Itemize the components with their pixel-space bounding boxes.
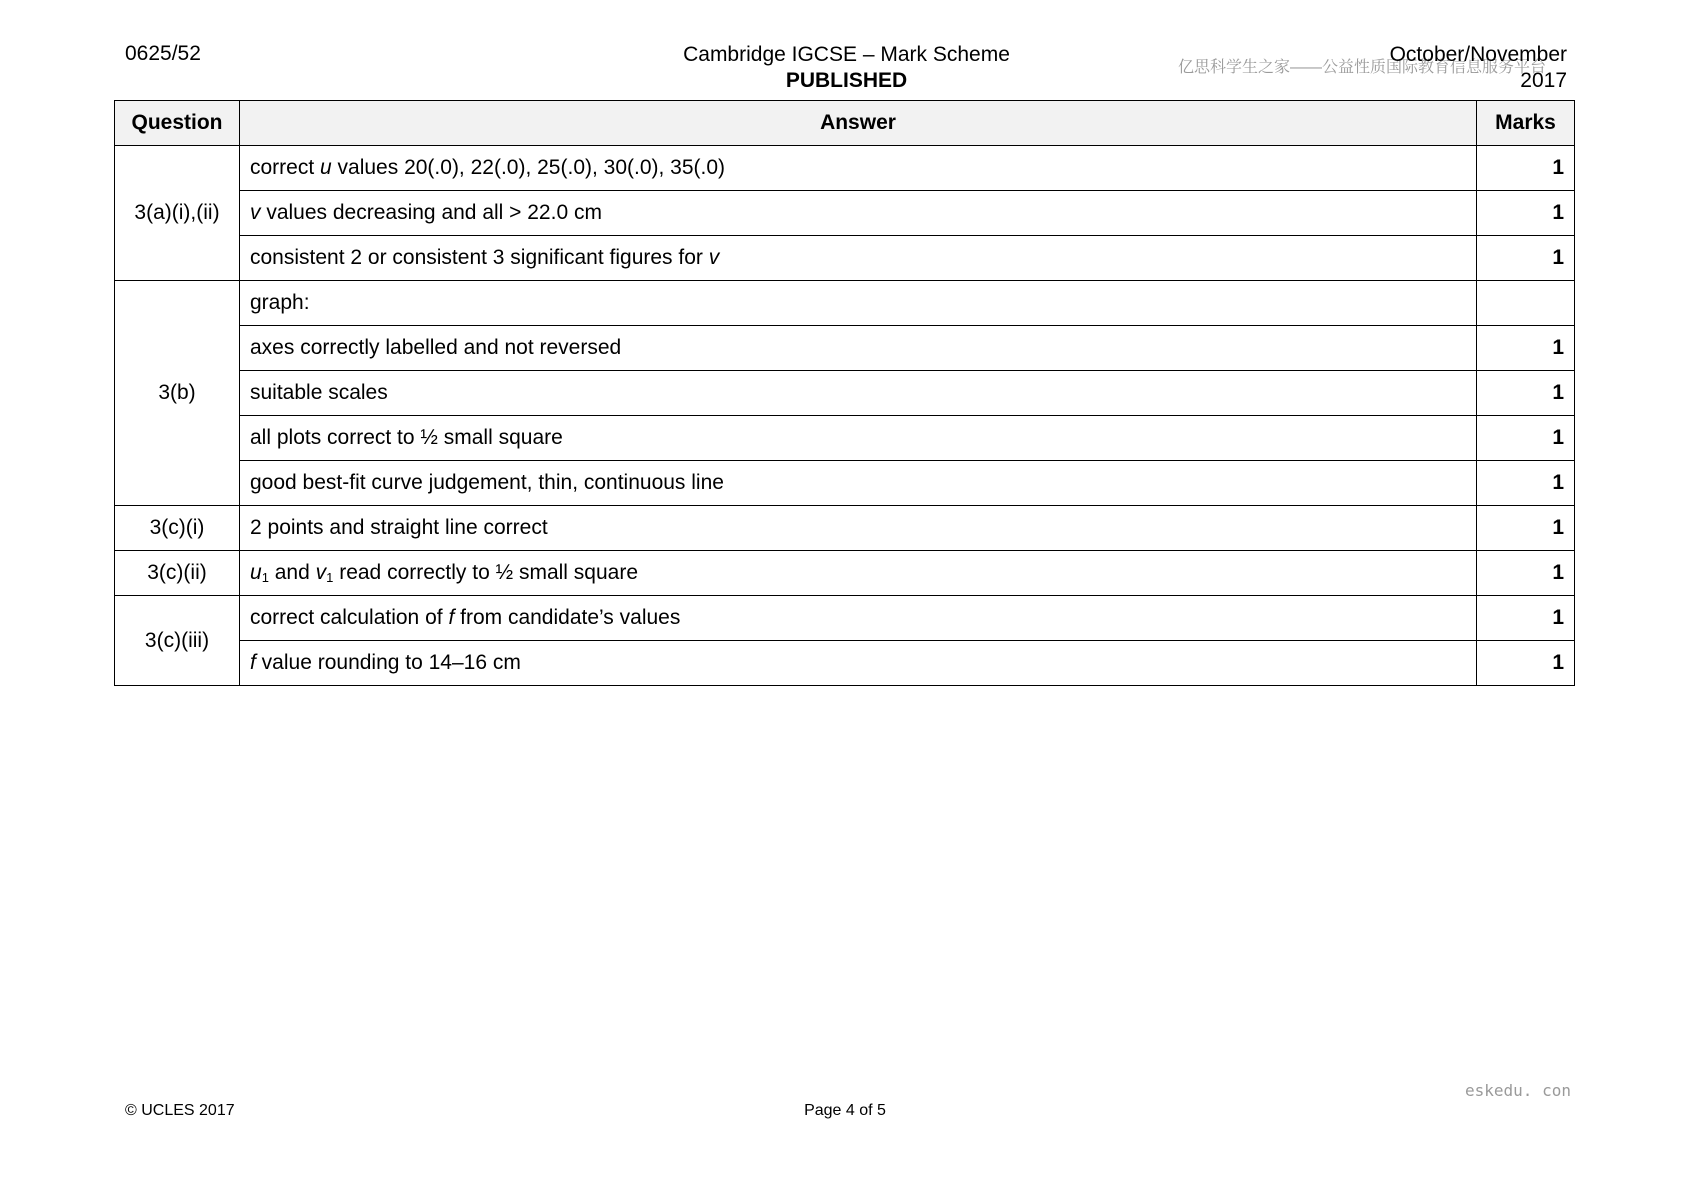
answer-text: from candidate’s values [454, 606, 681, 629]
marks-value: 1 [1477, 461, 1575, 506]
question-number: 3(a)(i),(ii) [115, 146, 240, 281]
table-row [115, 461, 1575, 506]
answer-cell [240, 596, 1477, 641]
marks-column-header: Marks [1477, 101, 1575, 146]
table-row [115, 371, 1575, 416]
answer-text: good best-fit curve judgement, thin, continuous line [250, 471, 724, 494]
table-row [115, 641, 1575, 686]
answer-cell [240, 371, 1477, 416]
answer-text: value rounding to 14–16 cm [255, 651, 521, 674]
marks-value: 1 [1477, 326, 1575, 371]
exam-session [1390, 42, 1567, 94]
answer-text: consistent 2 or consistent 3 significant figures for [250, 246, 709, 269]
table-row [115, 146, 1575, 191]
answer-text: read correctly to ½ small square [333, 561, 638, 584]
marks-value: 1 [1477, 146, 1575, 191]
table-header-row [115, 101, 1575, 146]
table-row [115, 416, 1575, 461]
answer-text: v [708, 246, 720, 269]
answer-cell [240, 641, 1477, 686]
answer-text: axes correctly labelled and not reversed [250, 336, 622, 359]
answer-text: 2 points and straight line correct [250, 516, 548, 539]
document-title-block [600, 42, 1093, 94]
answer-cell [240, 506, 1477, 551]
question-number: 3(c)(i) [115, 506, 240, 551]
session-year: 2017 [1520, 69, 1567, 92]
answer-text: 1 [326, 570, 334, 585]
marks-value: 1 [1477, 641, 1575, 686]
answer-text: v [315, 561, 327, 584]
marks-value: 1 [1477, 416, 1575, 461]
table-row [115, 236, 1575, 281]
answer-text: values 20(.0), 22(.0), 25(.0), 30(.0), 35(.0) [331, 156, 726, 179]
answer-cell [240, 326, 1477, 371]
session-label: October/November [1389, 43, 1567, 66]
answer-text: u [320, 156, 332, 179]
published-label: PUBLISHED [785, 69, 908, 92]
question-number: 3(b) [115, 281, 240, 506]
answer-text: values decreasing and all > 22.0 cm [260, 201, 602, 224]
table-body [115, 146, 1575, 686]
answer-text: graph: [250, 291, 310, 314]
answer-text: all plots correct to ½ small square [250, 426, 563, 449]
table-row [115, 191, 1575, 236]
table-row [115, 506, 1575, 551]
answer-text: u [250, 561, 262, 584]
answer-cell [240, 281, 1477, 326]
table-row [115, 326, 1575, 371]
mark-scheme-table [114, 100, 1575, 686]
marks-value: 1 [1477, 596, 1575, 641]
footer-site-watermark: eskedu. con [1465, 1081, 1571, 1100]
marks-value: 1 [1477, 371, 1575, 416]
marks-value: 1 [1477, 191, 1575, 236]
table-row [115, 596, 1575, 641]
watermark-text: 亿思科学生之家——公益性质国际教育信息服务平台 [1178, 59, 1547, 76]
question-column-header: Question [115, 101, 240, 146]
table-row [115, 281, 1575, 326]
marks-value: 1 [1477, 506, 1575, 551]
marks-value [1477, 281, 1575, 326]
answer-column-header: Answer [240, 101, 1477, 146]
answer-cell [240, 146, 1477, 191]
copyright: © UCLES 2017 [125, 1102, 235, 1119]
marks-value: 1 [1477, 551, 1575, 596]
answer-cell [240, 191, 1477, 236]
table-row [115, 551, 1575, 596]
page-number: Page 4 of 5 [804, 1102, 886, 1119]
marks-value: 1 [1477, 236, 1575, 281]
paper-code: 0625/52 [125, 42, 201, 65]
question-number: 3(c)(ii) [115, 551, 240, 596]
answer-text: correct calculation of [250, 606, 449, 629]
answer-text: v [250, 201, 261, 224]
answer-cell [240, 551, 1477, 596]
answer-text: suitable scales [250, 381, 388, 404]
document-title: Cambridge IGCSE – Mark Scheme [683, 43, 1010, 66]
answer-cell [240, 416, 1477, 461]
answer-cell [240, 236, 1477, 281]
answer-text: correct [250, 156, 321, 179]
answer-text: f [448, 606, 455, 629]
question-number: 3(c)(iii) [115, 596, 240, 686]
answer-text: and [268, 561, 316, 584]
answer-text: f [250, 651, 256, 674]
answer-text: 1 [261, 570, 269, 585]
answer-cell [240, 461, 1477, 506]
